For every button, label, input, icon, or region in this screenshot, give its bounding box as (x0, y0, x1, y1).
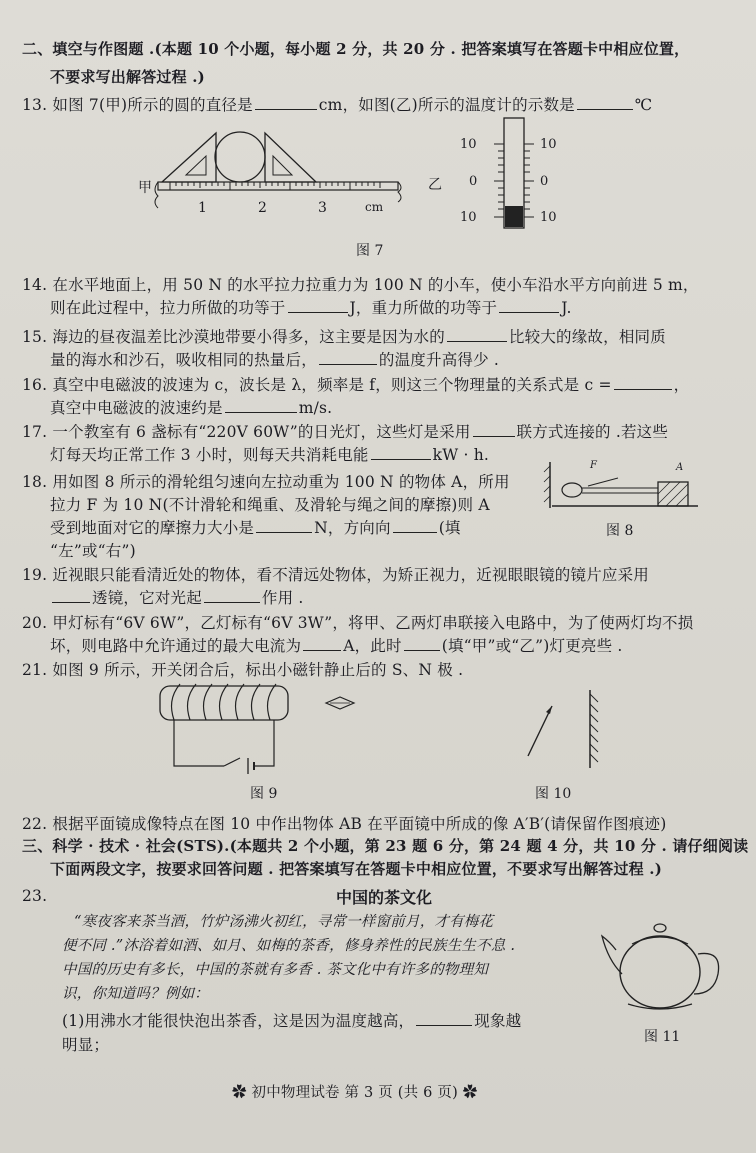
q23-para-line2: 便不同 .”沐浴着如酒、如月、如梅的茶香，修身养性的民族生生不息 . (62, 938, 516, 954)
fig9-solenoid-diagram (150, 678, 370, 778)
q19-line1 (22, 563, 649, 585)
solenoid-coils (172, 684, 276, 720)
q18-line2: 拉力 F 为 10 N(不计滑轮和绳重、及滑轮与绳之间的摩擦)则 A (50, 496, 490, 514)
fig7-caption: 图 7 (356, 243, 384, 259)
q23-para-line1: “寒夜客来茶当酒，竹炉汤沸火初红，寻常一样窗前月，才有梅花 (74, 914, 494, 930)
object-ab-arrowhead (546, 706, 552, 714)
q23-blank-1[interactable] (416, 1024, 472, 1026)
section2-header-line2: 不要求写出解答过程 .) (50, 68, 205, 86)
fig9-caption: 图 9 (250, 786, 278, 802)
q17-text-2b: kW · h. (432, 446, 490, 464)
q20-text-2a: 坏，则电路中允许通过的最大电流为 (50, 637, 302, 655)
fig8-block-hatch (658, 482, 688, 506)
q15-text-1b: 比较大的缘故，相同质 (508, 328, 666, 346)
q14-number: 14. (22, 276, 48, 294)
thermometer-liquid (505, 206, 523, 227)
q19-text-2b: 作用 . (261, 589, 304, 607)
teapot-knob (654, 924, 666, 932)
q18-line1 (22, 470, 510, 492)
q19-line2 (50, 586, 304, 608)
q23-para-line4: 识，你知道吗？例如： (62, 986, 209, 1002)
q19-text-1: 近视眼只能看清近处的物体，看不清远处物体，为矫正视力，近视眼眼镜的镜片应采用 (52, 566, 650, 584)
thermo-right-10-top: 10 (540, 137, 557, 152)
fig8-label-f: F (590, 460, 597, 471)
q17-line2 (50, 443, 489, 465)
q15-text-1a: 海边的昼夜温差比沙漠地带要小得多，这主要是因为水的 (52, 328, 445, 346)
right-triangle-inner (273, 156, 292, 175)
q18-text-3c: (填 (438, 519, 461, 537)
q16-line2 (50, 396, 332, 418)
circuit-wire-right (254, 720, 274, 766)
q17-text-1a: 一个教室有 6 盏标有“220V 60W”的日光灯，这些灯是采用 (52, 423, 471, 441)
q16-text-2a: 真空中电磁波的波速约是 (50, 399, 223, 417)
thermo-left-10-top: 10 (460, 137, 477, 152)
q14-text-2a: 则在此过程中，拉力所做的功等于 (50, 299, 286, 317)
q18-line3 (50, 516, 461, 538)
q19-blank-2[interactable] (204, 601, 260, 603)
q14-text-2c: J. (561, 299, 572, 317)
ruler-tick-2: 2 (258, 200, 267, 216)
q23-title: 中国的茶文化 (336, 888, 433, 907)
footer-text: 初中物理试卷 第 3 页 (共 6 页) (251, 1085, 458, 1101)
q20-blank-1[interactable] (303, 649, 341, 651)
q16-blank-1[interactable] (614, 388, 672, 390)
q17-blank-1[interactable] (473, 435, 515, 437)
section3-header-line2: 下面两段文字，按要求回答问题 . 把答案填写在答题卡中相应位置，不要求写出解答过程 .) (50, 860, 663, 878)
q19-number: 19. (22, 566, 48, 584)
object-ab (528, 706, 552, 756)
ruler-ticks (170, 182, 380, 190)
q19-blank-1[interactable] (52, 601, 90, 603)
q13-text-b: cm，如图(乙)所示的温度计的示数是 (318, 96, 575, 114)
q15-blank-2[interactable] (319, 363, 377, 365)
q18-text-1: 用如图 8 所示的滑轮组匀速向左拉动重为 100 N 的物体 A，所用 (52, 473, 510, 491)
fig8-force-arrow (588, 478, 618, 486)
q16-text-2b: m/s. (298, 399, 333, 417)
fig10-caption: 图 10 (535, 786, 572, 802)
q19-text-2a: 透镜，它对光起 (92, 589, 202, 607)
q22-line1 (22, 812, 666, 834)
q23-para-line3: 中国的历史有多长，中国的茶就有多香 . 茶文化中有许多的物理知 (62, 962, 489, 978)
q21-line1 (22, 658, 463, 680)
q16-blank-2[interactable] (225, 411, 297, 413)
teapot-spout (602, 936, 622, 974)
q23-sub2: 明显； (62, 1036, 110, 1054)
ruler-tick-3: 3 (318, 200, 327, 216)
teapot-body (620, 936, 700, 1008)
q18-text-3a: 受到地面对它的摩擦力大小是 (50, 519, 255, 537)
q21-text-1: 如图 9 所示，开关闭合后，标出小磁针静止后的 S、N 极 . (52, 661, 464, 679)
mirror-hatch (590, 694, 598, 762)
q13-blank-1[interactable] (255, 108, 317, 110)
q18-text-3b: N，方向向 (314, 519, 391, 537)
fig7-ruler-diagram (130, 125, 410, 235)
thermo-left-0: 0 (469, 174, 478, 189)
q14-line2 (50, 296, 572, 318)
fig10-mirror-diagram (520, 688, 610, 768)
q18-blank-2[interactable] (393, 531, 437, 533)
q17-number: 17. (22, 423, 48, 441)
q16-number: 16. (22, 376, 48, 394)
q22-number: 22. (22, 815, 48, 833)
fig8-block-a (658, 482, 688, 506)
q23-sub1-text-a: (1)用沸水才能很快泡出茶香，这是因为温度越高， (62, 1012, 415, 1030)
fig8-pulley (562, 483, 582, 497)
q22-text-1: 根据平面镜成像特点在图 10 中作出物体 AB 在平面镜中所成的像 A′B′(请保留作图痕迹) (52, 815, 667, 833)
q18-blank-1[interactable] (256, 531, 312, 533)
q17-blank-2[interactable] (371, 458, 431, 460)
q16-text-1a: 真空中电磁波的波速为 c，波长是 λ，频率是 f，则这三个物理量的关系式是 c = (52, 376, 612, 394)
q18-number: 18. (22, 473, 48, 491)
section2-header-line1: 二、填空与作图题 .(本题 10 个小题，每小题 2 分，共 20 分 . 把答案填写在答题卡中相应位置， (22, 40, 690, 58)
q23-number: 23. (22, 887, 48, 905)
section3-header-line1: 三、科学 · 技术 · 社会(STS).(本题共 2 个小题，第 23 题 6 分，第 24 题 4 分，共 10 分 . 请仔细阅读 (22, 837, 749, 855)
q14-text-1: 在水平地面上，用 50 N 的水平拉力拉重力为 100 N 的小车，使小车沿水平方向前进 5 m， (52, 276, 699, 294)
q15-line2 (50, 348, 499, 370)
page-footer (232, 1081, 477, 1102)
q20-text-2b: A，此时 (343, 637, 402, 655)
fig11-teapot (598, 910, 728, 1020)
q16-text-1b: ， (673, 376, 690, 394)
q20-blank-2[interactable] (404, 649, 440, 651)
q15-text-2b: 的温度升高得少 . (378, 351, 500, 369)
q21-number: 21. (22, 661, 48, 679)
q17-text-2a: 灯每天均正常工作 3 小时，则每天共消耗电能 (50, 446, 369, 464)
fig8-pulley-diagram (548, 458, 708, 518)
q14-text-2b: J，重力所做的功等于 (349, 299, 498, 317)
q16-line1 (22, 373, 689, 395)
measured-circle (215, 132, 265, 182)
q15-text-2a: 量的海水和沙石，吸收相同的热量后， (50, 351, 317, 369)
fig8-caption: 图 8 (606, 523, 634, 539)
q15-number: 15. (22, 328, 48, 346)
q18-line4: “左”或“右”) (50, 542, 136, 560)
circuit-wire-left (174, 720, 224, 766)
q23-sub1-text-b: 现象越 (474, 1012, 522, 1030)
thermo-right-10-bottom: 10 (540, 210, 557, 225)
circuit-switch (224, 758, 240, 766)
fig11-caption: 图 11 (644, 1029, 681, 1045)
q15-blank-1[interactable] (447, 340, 507, 342)
q20-line1 (22, 611, 693, 633)
q14-blank-2[interactable] (499, 311, 559, 313)
q20-text-2c: (填“甲”或“乙”)灯更亮些 . (441, 637, 623, 655)
ruler-tick-1: 1 (198, 200, 207, 216)
ruler-unit: cm (365, 200, 384, 214)
q20-number: 20. (22, 614, 48, 632)
fig8-wall-hatch (544, 466, 550, 502)
q14-blank-1[interactable] (288, 311, 348, 313)
fig7-label-jia: 甲 (138, 180, 152, 196)
q13-line (22, 93, 652, 115)
fig8-label-a: A (676, 462, 684, 473)
q15-line1 (22, 325, 666, 347)
q14-line1 (22, 273, 699, 295)
fig7-label-yi: 乙 (428, 177, 442, 193)
footer-ornament-left-icon: ✿ (232, 1085, 247, 1101)
footer-ornament-right-icon: ✿ (462, 1085, 478, 1101)
q17-text-1b: 联方式连接的 .若这些 (516, 423, 669, 441)
q20-line2 (50, 634, 623, 656)
q13-number: 13. (22, 96, 48, 114)
thermo-right-0: 0 (540, 174, 549, 189)
teapot-lid (632, 937, 688, 944)
q13-blank-2[interactable] (577, 108, 633, 110)
q13-unit-c: ℃ (634, 96, 653, 114)
q13-text-a: 如图 7(甲)所示的圆的直径是 (52, 96, 253, 114)
q20-text-1: 甲灯标有“6V 6W”，乙灯标有“6V 3W”，将甲、乙两灯串联接入电路中，为了使两灯均不损 (52, 614, 694, 632)
q17-line1 (22, 420, 668, 442)
q23-sub1 (62, 1009, 521, 1031)
thermo-left-10-bottom: 10 (460, 210, 477, 225)
left-triangle-inner (186, 156, 206, 175)
